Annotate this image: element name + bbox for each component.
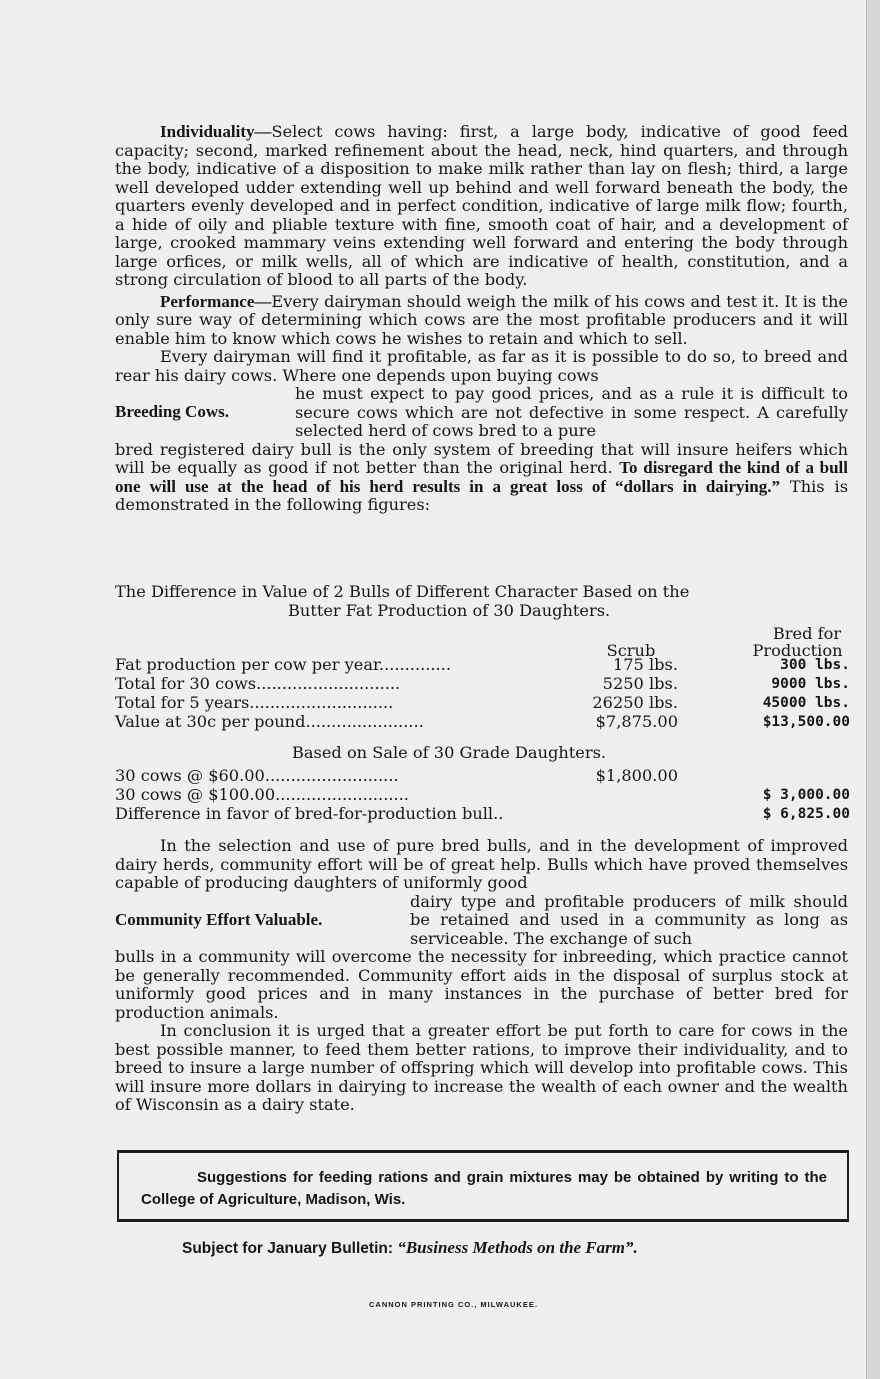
table-row: 30 cows @ $60.00.......................... $1,800.00 bbox=[115, 766, 678, 785]
individuality-paragraph bbox=[115, 123, 848, 290]
breeding-closing: This is demonstrated in the following figures: bbox=[115, 476, 849, 514]
table-row: Value at 30c per pound....................... $7,875.00 $13,500.00 bbox=[115, 712, 850, 731]
body-text-bottom bbox=[115, 837, 848, 1115]
community-side-text: dairy type and profitable producers of milk should be retained and used in a community as long as serviceable. The exchange of such bbox=[410, 891, 848, 948]
community-continued: bulls in a community will overcome the necessity for inbreeding, which practice cannot be generally recommended. Community effort aids in the disposal of surplus stock at uniformly good prices and in many instances in the purchase of better bred for production animals. bbox=[115, 947, 848, 1022]
printer-imprint: CANNON PRINTING CO., MILWAUKEE. bbox=[369, 1300, 538, 1309]
individuality-heading: Individuality— bbox=[160, 122, 272, 141]
notice-box bbox=[117, 1150, 849, 1222]
performance-text: Every dairyman should weigh the milk of his cows and test it. It is the only sure way of determining which cows are the most profitable producers and it will enable him to know which cows he wishes to retain and which to sell. bbox=[115, 291, 848, 348]
conclusion-paragraph: In conclusion it is urged that a greater effort be put forth to care for cows in the best possible manner, to feed them better rations, to improve their individuality, and to breed to insure a large number of offspring which will develop into profitable cows. This will insure more dollars in dairying to increase the wealth of each owner and the wealth of Wisconsin as a dairy state. bbox=[115, 1021, 848, 1114]
table-row: 30 cows @ $100.00.......................... $ 3,000.00 bbox=[115, 785, 850, 804]
table-row: Total for 30 cows............................ 5250 lbs. 9000 lbs. bbox=[115, 674, 850, 693]
subject-title: “Business Methods on the Farm”. bbox=[397, 1238, 638, 1257]
community-effort-heading: Community Effort Valuable. bbox=[115, 909, 323, 929]
table-row: Total for 5 years............................ 26250 lbs. 45000 lbs. bbox=[115, 693, 850, 712]
table-row: Difference in favor of bred-for-production bull.. $ 6,825.00 bbox=[115, 804, 850, 823]
performance-heading: Performance— bbox=[160, 291, 272, 311]
table-title-line2: Butter Fat Production of 30 Daughters. bbox=[288, 601, 611, 620]
breeding-side-block bbox=[115, 385, 848, 441]
subject-line bbox=[182, 1238, 638, 1258]
bred-header-line2: Production bbox=[752, 641, 843, 660]
breeding-side-text: he must expect to pay good prices, and as a rule it is difficult to secure cows which are not defective in some respect. A carefully selected herd of cows bred to a pure bbox=[295, 384, 848, 440]
table-row: Fat production per cow per year.............. 175 lbs. 300 lbs. bbox=[115, 655, 850, 674]
bred-header-line1: Bred for bbox=[772, 624, 842, 643]
table-title-line1: The Difference in Value of 2 Bulls of Different Character Based on the bbox=[115, 582, 690, 601]
notice-line2: by writing to the College of Agriculture, Madison, Wis. bbox=[141, 1169, 828, 1208]
performance-paragraph bbox=[115, 293, 848, 349]
scrub-header: Scrub bbox=[606, 641, 656, 660]
individuality-text: Select cows having: first, a large body, indicative of good feed capacity; second, marked refinement about the head, neck, hind quarters, and through the body, indicative of a disposition to make milk rather than lay on flesh; third, a large well developed udder extending well up behind and well forward beneath the body, the quarters evenly developed and in perfect condition, indicative of large milk flow; fourth, a hide of oily and pliable texture with fine, smooth coat of hair, and a development of large, crooked mammary veins extending well forward and entering the body through large orfices, or milk wells, all of which are indicative of health, constitution, and a strong circulation of blood to all parts of the body. bbox=[115, 122, 848, 289]
community-side-block bbox=[115, 893, 848, 949]
notice-line1: Suggestions for feeding rations and grain mixtures may be obtained bbox=[197, 1169, 700, 1186]
subject-label: Subject for January Bulletin: bbox=[182, 1240, 394, 1257]
breeding-continued: bred registered dairy bull is the only system of breeding that will insure heifers which will be equally as good if not better than the original herd. To disregard the kind of a bull one will use at the head of his herd results in a great loss of “dollars in dairying.” This is demonstrated in the following figures: bbox=[115, 439, 849, 514]
breeding-cows-heading: Breeding Cows. bbox=[115, 402, 229, 421]
body-text-top bbox=[115, 123, 848, 515]
community-intro: In the selection and use of pure bred bulls, and in the development of improved dairy herds, community effort will be of great help. Bulls which have proved themselves capable of producing daughters of uniformly good bbox=[115, 836, 848, 892]
sale-heading: Based on Sale of 30 Grade Daughters. bbox=[292, 743, 607, 762]
notice-text bbox=[141, 1167, 827, 1211]
breeding-intro: Every dairyman will find it profitable, as far as it is possible to do so, to breed and rear his dairy cows. Where one depends upon buying cows bbox=[115, 347, 848, 385]
breeding-bold-statement: To disregard the kind of a bull one will use at the head of his herd results in a great loss of “dollars in dairying.” bbox=[115, 458, 848, 496]
